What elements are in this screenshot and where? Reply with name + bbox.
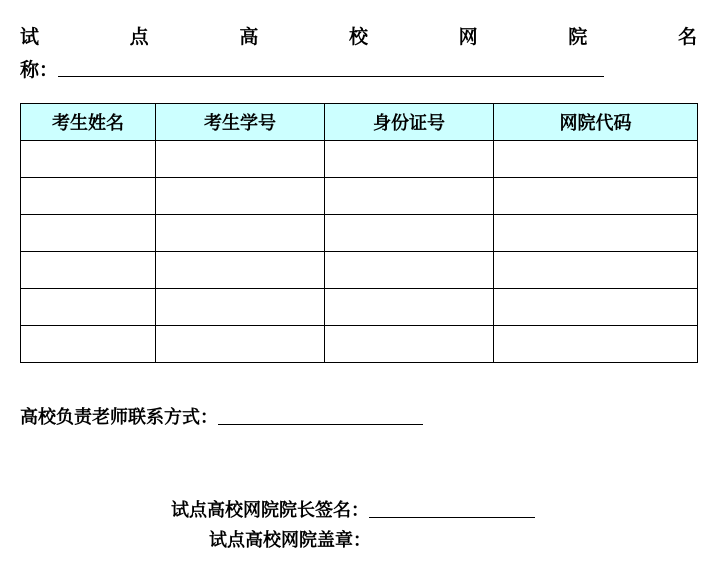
signature-field[interactable] xyxy=(369,501,535,518)
title-char: 点 xyxy=(129,26,149,48)
table-cell[interactable] xyxy=(156,141,325,178)
table-cell[interactable] xyxy=(21,141,156,178)
table-cell[interactable] xyxy=(21,252,156,289)
name-label-end: 称： xyxy=(20,59,59,81)
title-char: 试 xyxy=(20,26,40,48)
table-row xyxy=(21,178,698,215)
table-header-row xyxy=(21,104,698,141)
table-cell[interactable] xyxy=(21,178,156,215)
seal-label: 试点高校网院盖章： xyxy=(209,530,371,551)
student-table xyxy=(20,103,698,363)
institution-name-field[interactable] xyxy=(58,60,604,77)
table-cell[interactable] xyxy=(156,215,325,252)
table-cell[interactable] xyxy=(325,289,494,326)
table-cell[interactable] xyxy=(494,252,698,289)
header-student-name: 考生姓名 xyxy=(21,104,156,141)
table-cell[interactable] xyxy=(156,289,325,326)
table-cell[interactable] xyxy=(156,178,325,215)
table-row xyxy=(21,326,698,363)
title-char: 院 xyxy=(568,26,588,48)
table-cell[interactable] xyxy=(156,252,325,289)
table-cell[interactable] xyxy=(325,326,494,363)
table-row xyxy=(21,252,698,289)
signature-row xyxy=(171,497,535,523)
signature-label: 试点高校网院院长签名： xyxy=(171,500,369,521)
table-row xyxy=(21,215,698,252)
contact-field[interactable] xyxy=(218,408,423,425)
seal-row xyxy=(209,529,371,555)
table-cell[interactable] xyxy=(494,326,698,363)
table-cell[interactable] xyxy=(325,215,494,252)
title-char: 校 xyxy=(348,26,368,48)
table-cell[interactable] xyxy=(21,326,156,363)
table-cell[interactable] xyxy=(156,326,325,363)
contact-label: 高校负责老师联系方式： xyxy=(20,407,218,428)
table-row xyxy=(21,141,698,178)
table-cell[interactable] xyxy=(494,289,698,326)
title-char: 高 xyxy=(239,26,259,48)
institution-name-label xyxy=(20,25,697,49)
table-cell[interactable] xyxy=(325,141,494,178)
contact-row xyxy=(20,404,423,430)
table-row xyxy=(21,289,698,326)
table-cell[interactable] xyxy=(21,215,156,252)
institution-name-row xyxy=(20,58,604,82)
table-cell[interactable] xyxy=(494,141,698,178)
table-cell[interactable] xyxy=(494,178,698,215)
table-cell[interactable] xyxy=(325,252,494,289)
title-char: 网 xyxy=(458,26,478,48)
title-char: 名 xyxy=(677,26,697,48)
header-student-id: 考生学号 xyxy=(156,104,325,141)
table-cell[interactable] xyxy=(494,215,698,252)
header-school-code: 网院代码 xyxy=(494,104,698,141)
header-id-card: 身份证号 xyxy=(325,104,494,141)
table-cell[interactable] xyxy=(325,178,494,215)
table-cell[interactable] xyxy=(21,289,156,326)
